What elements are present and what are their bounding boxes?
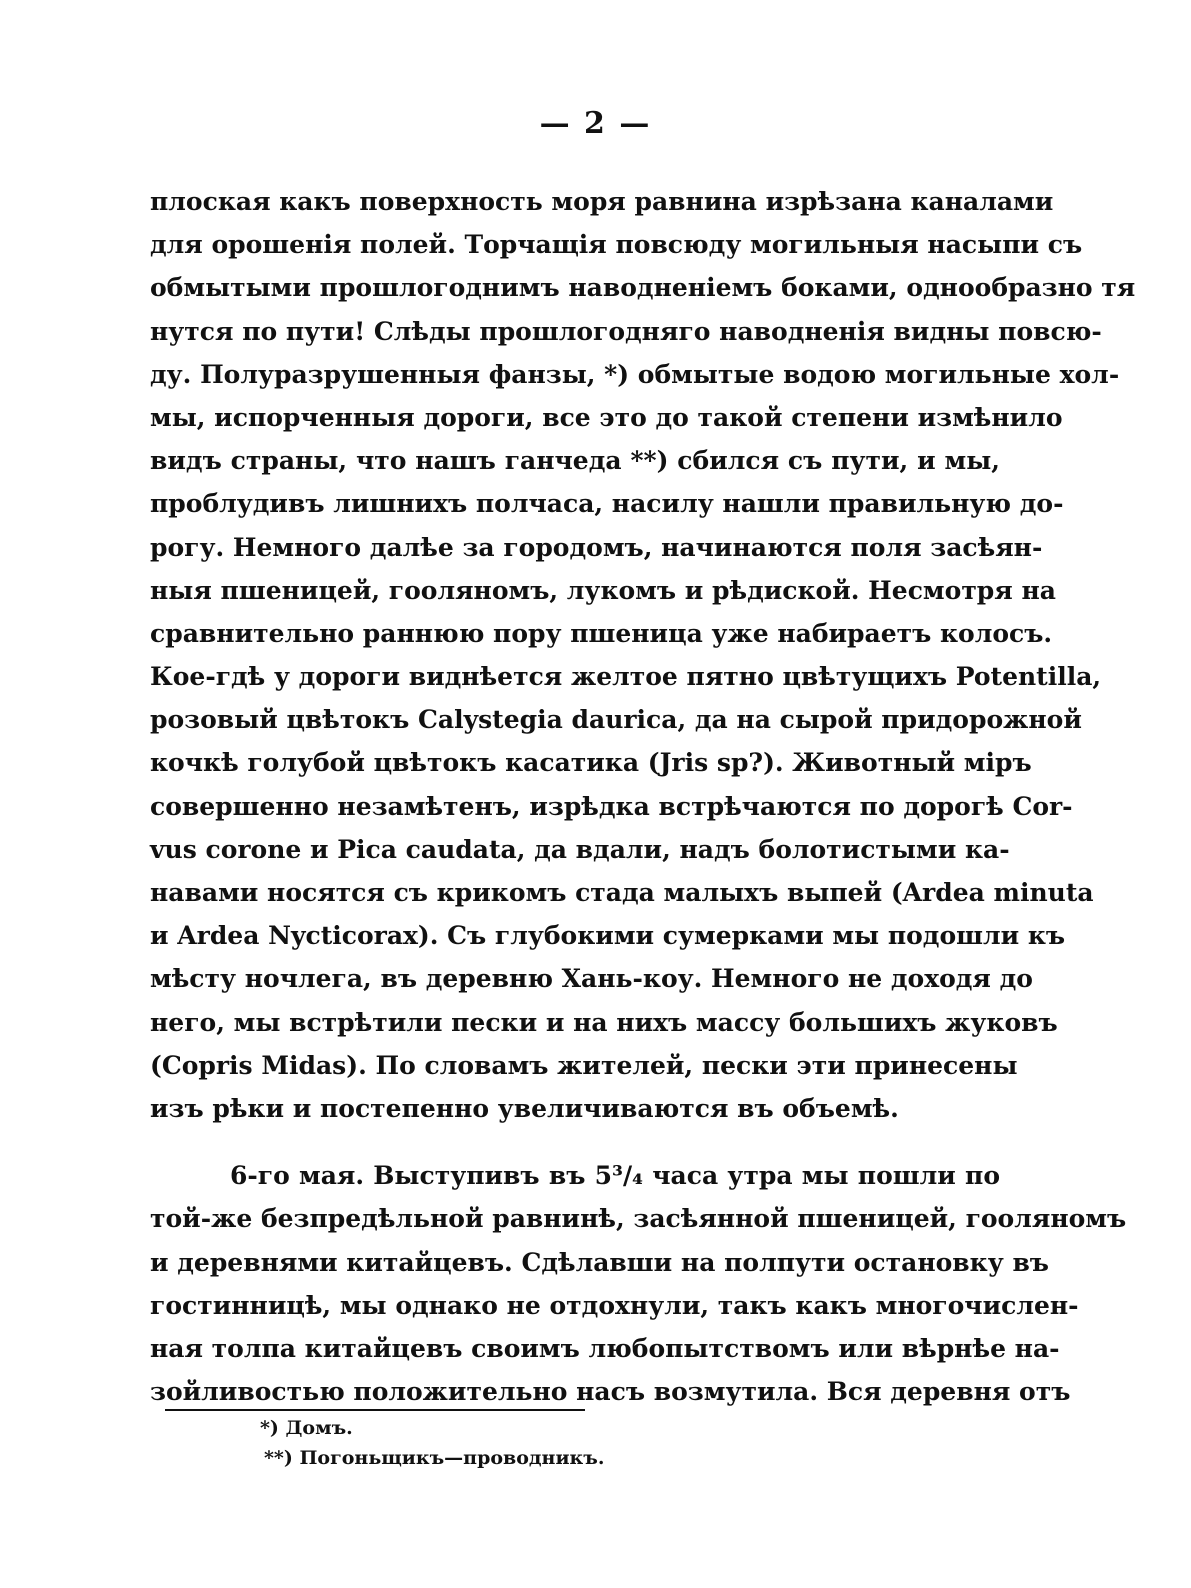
footnote: **) Погоньщикъ—проводникъ.	[264, 1447, 605, 1469]
text-line: совершенно незамѣтенъ, изрѣдка встрѣчаются по дорогѣ Cor-	[150, 791, 1073, 821]
text-line: сравнительно раннюю пору пшеница уже набираетъ колосъ.	[150, 618, 1053, 648]
text-line: мы, испорченныя дороги, все это до такой степени измѣнило	[150, 402, 1063, 432]
page-number: — 2 —	[539, 106, 652, 141]
text-line: видъ страны, что нашъ ганчеда **) сбился съ пути, и мы,	[150, 446, 1000, 476]
text-line: vus corone и Pica caudata, да вдали, надъ болотистыми ка-	[150, 834, 1010, 864]
text-line: ду. Полуразрушенныя фанзы, *) обмытые водою могильные хол-	[150, 359, 1120, 389]
text-line: проблудивъ лишнихъ полчаса, насилу нашли правильную до-	[150, 489, 1064, 519]
footnotes	[260, 1413, 960, 1473]
paragraph-gap	[150, 1130, 1000, 1154]
text-line: зойливостью положительно насъ возмутила. Вся деревня отъ	[150, 1377, 1071, 1407]
text-line: для орошенія полей. Торчащія повсюду могильныя насыпи съ	[150, 230, 1083, 260]
footnote: *) Домъ.	[260, 1417, 353, 1439]
text-line: той-же безпредѣльной равнинѣ, засѣянной пшеницей, гооляномъ	[150, 1204, 1127, 1234]
text-line: розовый цвѣтокъ Calystegia daurica, да на сырой придорожной	[150, 705, 1082, 735]
text-line: мѣсту ночлега, въ деревню Хань-коу. Немного не доходя до	[150, 964, 1033, 994]
text-line: него, мы встрѣтили пески и на нихъ массу большихъ жуковъ	[150, 1007, 1058, 1037]
text-line: гостинницѣ, мы однако не отдохнули, такъ какъ многочислен-	[150, 1290, 1079, 1320]
text-line: (Copris Midas). По словамъ жителей, пески эти принесены	[150, 1050, 1018, 1080]
text-line: плоская какъ поверхность моря равнина изрѣзана каналами	[150, 187, 1054, 216]
text-line: Кое-гдѣ у дороги виднѣется желтое пятно цвѣтущихъ Potentilla,	[150, 662, 1102, 692]
text-line: кочкѣ голубой цвѣтокъ касатика (Jris sp?). Животный міръ	[150, 748, 1032, 778]
text-line: обмытыми прошлогоднимъ наводненіемъ боками, однообразно тя	[150, 273, 1136, 303]
text-line: рогу. Немного далѣе за городомъ, начинаются поля засѣян-	[150, 532, 1043, 562]
text-line: нутся по пути! Слѣды прошлогодняго наводненія видны повсю-	[150, 316, 1102, 346]
text-line: изъ рѣки и постепенно увеличиваются въ объемѣ.	[150, 1093, 899, 1123]
text-line: и Ardea Nycticorax). Съ глубокими сумерками мы подошли къ	[150, 921, 1066, 951]
text-line: ная толпа китайцевъ своимъ любопытствомъ или вѣрнѣе на-	[150, 1333, 1060, 1363]
text-line: и деревнями китайцевъ. Сдѣлавши на полпути остановку въ	[150, 1247, 1049, 1277]
footnote-divider	[165, 1409, 585, 1411]
text-line: ныя пшеницей, гооляномъ, лукомъ и рѣдиской. Несмотря на	[150, 575, 1056, 605]
text-line: навами носятся съ крикомъ стада малыхъ выпей (Ardea minuta	[150, 878, 1094, 907]
text-line: 6-го мая. Выступивъ въ 5³/₄ часа утра мы пошли по	[230, 1161, 1000, 1191]
body-text	[150, 180, 1136, 1413]
